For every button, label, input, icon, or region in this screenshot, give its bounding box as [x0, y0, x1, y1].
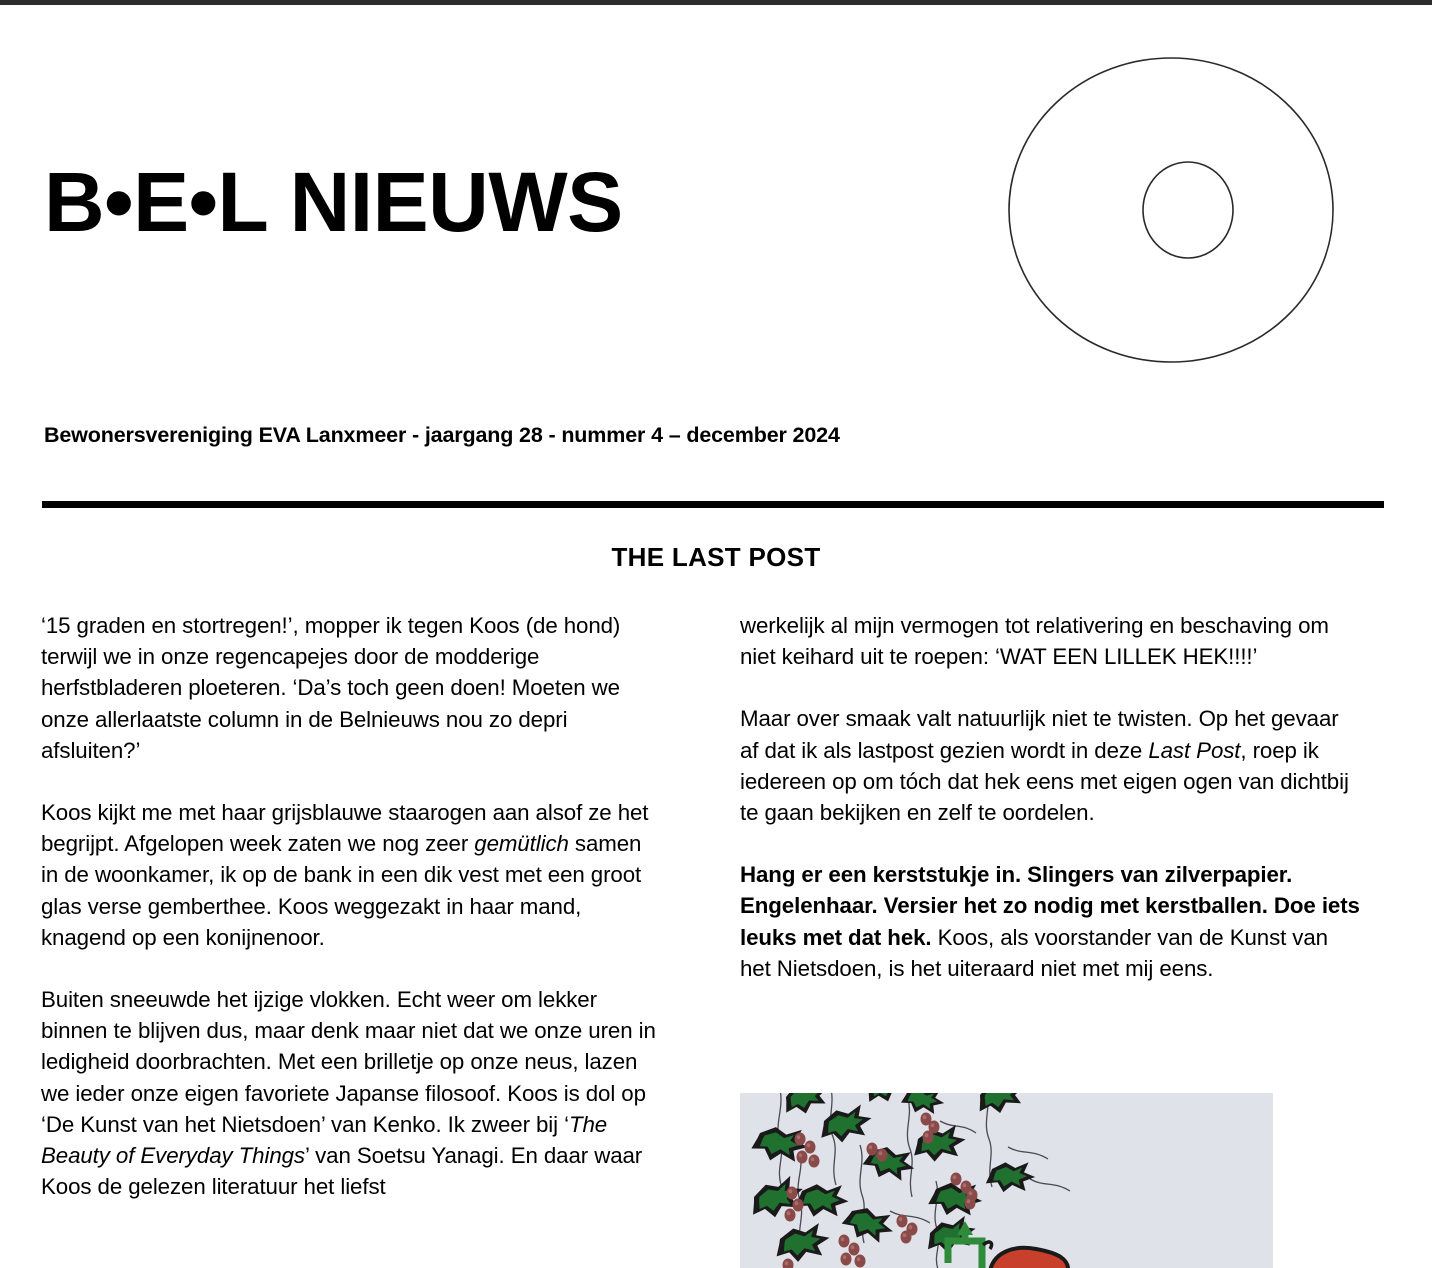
- bel-nieuws-logo: [985, 40, 1355, 370]
- issue-line: Bewonersvereniging EVA Lanxmeer - jaargang 28 - nummer 4 – december 2024: [44, 423, 840, 447]
- header-divider-rule: [42, 501, 1384, 508]
- body-text: Koos, als voorstander van de Kunst van het Nietsdoen, is het uiteraard niet met mij eens.: [740, 924, 1328, 981]
- emphasis-text: Last Post: [1148, 737, 1241, 763]
- body-text: ’ van Soetsu Yanagi. En daar waar Koos de gelezen literatuur het liefst: [41, 1143, 643, 1200]
- paragraph: [41, 984, 663, 1202]
- page-title: B•E•L NIEUWS: [44, 155, 623, 249]
- strong-text: Hang er een kerststukje in. Slingers van zilverpapier. Engelenhaar. Versier het zo nodig met kerstballen. Doe iets leuks met dat hek.: [740, 862, 1360, 950]
- emphasis-text: The Beauty of Everyday Things: [41, 1111, 608, 1169]
- paragraph: [740, 610, 1362, 672]
- masthead: [0, 5, 1432, 405]
- newsletter-page: [0, 5, 1432, 1268]
- article-column-left: [41, 610, 663, 1233]
- logo-inner-ring: [1143, 162, 1233, 258]
- paragraph: [740, 703, 1362, 828]
- body-text: , roep ik iedereen op om tóch dat hek eens met eigen ogen van dichtbij te gaan bekijken en zelf te oordelen.: [740, 737, 1349, 826]
- paragraph: [740, 859, 1362, 984]
- article-title: THE LAST POST: [611, 542, 821, 572]
- body-text: Koos kijkt me met haar grijsblauwe staarogen aan alsof ze het begrijpt. Afgelopen week zaten we nog zeer: [41, 800, 649, 857]
- body-text: Buiten sneeuwde het ijzige vlokken. Echt weer om lekker binnen te blijven dus, maar denk maar niet dat we onze uren in ledigheid doorbrachten. Met een brilletje op onze neus, lazen we ieder onze eigen favoriete Japanse filosoof. Koos is dol op ‘De Kunst van het Nietsdoen’ van Kenko. Ik zweer bij ‘: [41, 987, 656, 1137]
- paragraph: [41, 610, 663, 766]
- holly-illustration: [740, 1093, 1273, 1268]
- article-column-right: [740, 610, 1362, 984]
- body-text: samen in de woonkamer, ik op de bank in een dik vest met een groot glas verse gemberthee. Koos weggezakt in haar mand, knagend op een konijnenoor.: [41, 831, 642, 950]
- paragraph: [41, 797, 663, 953]
- emphasis-text: gemütlich: [474, 831, 569, 857]
- body-text: ‘15 graden en stortregen!’, mopper ik tegen Koos (de hond) terwijl we in onze regencapejes door de modderige herfstbladeren ploeteren. ‘Da’s toch geen doen! Moeten we onze allerlaatste column in de Belnieuws nou zo depri afsluiten?’: [41, 613, 621, 763]
- body-text: Maar over smaak valt natuurlijk niet te twisten. Op het gevaar af dat ik als lastpost gezien wordt in deze: [740, 706, 1339, 763]
- body-text: werkelijk al mijn vermogen tot relativering en beschaving om niet keihard uit te roepen: ‘WAT EEN LILLEK HEK!!!!’: [740, 613, 1329, 670]
